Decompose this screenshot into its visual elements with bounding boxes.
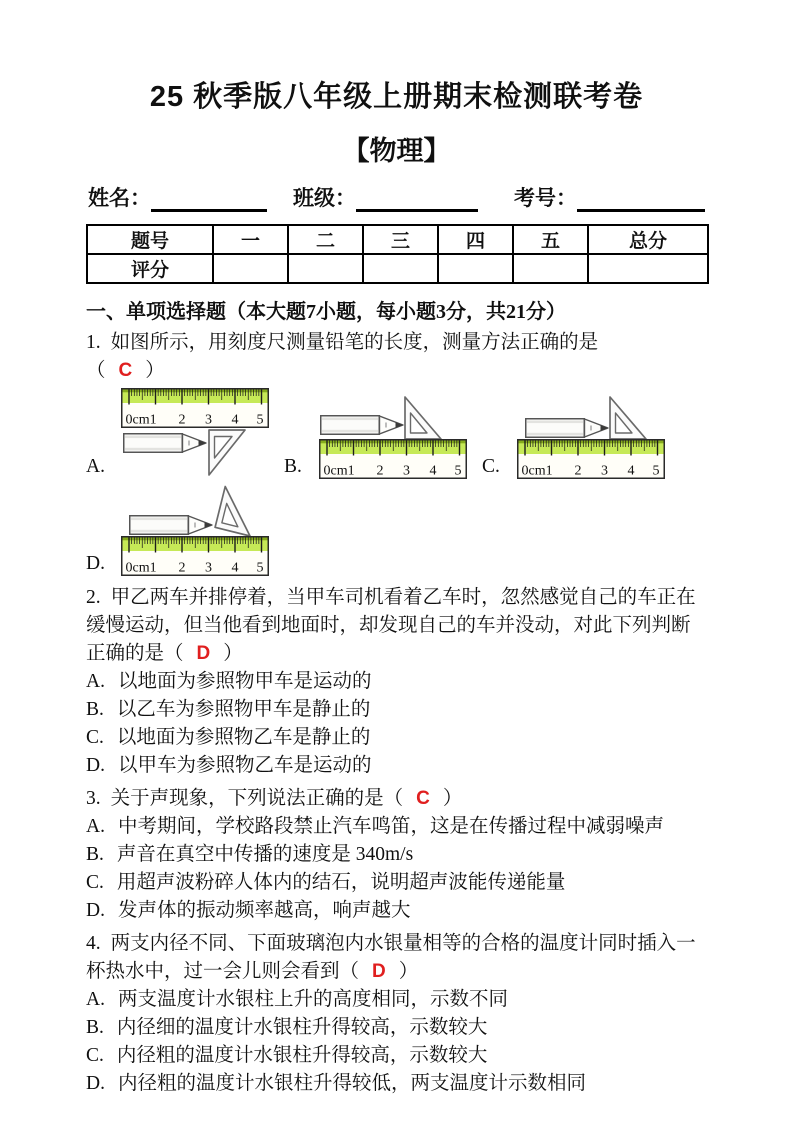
- name-label: 姓名：: [88, 186, 151, 210]
- option-text: 以甲车为参照物乙车是运动的: [117, 755, 372, 776]
- question-1-text: [86, 329, 707, 357]
- question-2: [86, 584, 707, 780]
- set-square-icon: [215, 487, 260, 536]
- grade-cell: [363, 254, 438, 283]
- subject-title: 【物理】: [342, 136, 451, 166]
- question-stem: 如图所示，用刻度尺测量铅笔的长度，测量方法正确的是: [110, 332, 599, 353]
- ruler-scale-label: 5: [256, 412, 264, 428]
- grade-row-label: 评分: [87, 254, 213, 283]
- set-square-icon: [209, 430, 245, 475]
- ruler-scale-label: 4: [231, 560, 239, 576]
- question-stem: 甲乙两车并排停着，当甲车司机看着乙车时，忽然感觉自己的车正在缓慢运动，但当他看到地面时，却发现自己的车并没动，对此下列判断正确的是: [86, 587, 696, 664]
- grade-cell: [213, 254, 288, 283]
- score-table: [86, 224, 709, 284]
- option-label-a: A.: [86, 456, 105, 477]
- ruler-scale-label: 0cm1: [521, 463, 553, 479]
- class-blank-line: [356, 187, 478, 212]
- score-table-grade-row: [87, 254, 708, 283]
- pencil-icon: [526, 419, 608, 438]
- q1-option-c-figure: [516, 387, 666, 482]
- question-4-option-a: [86, 986, 707, 1014]
- ruler-scale-label: 5: [454, 463, 462, 479]
- answer-letter: C: [416, 788, 430, 809]
- ruler-scale-label: 5: [256, 560, 264, 576]
- ruler-scale-label: 3: [205, 560, 212, 576]
- option-text: 两支温度计水银柱上升的高度相同，示数不同: [117, 989, 508, 1010]
- score-table-header-row: [87, 225, 708, 254]
- option-label: B.: [86, 844, 104, 865]
- question-2-option-a: [86, 668, 707, 696]
- ruler-scale-label: 2: [376, 463, 384, 479]
- ruler-scale-label: 3: [601, 463, 608, 479]
- option-text: 中考期间，学校路段禁止汽车鸣笛，这是在传播过程中减弱噪声: [117, 816, 664, 837]
- question-4-option-b: [86, 1014, 707, 1042]
- question-2-text: [86, 584, 707, 668]
- exam-no-blank-line: [577, 187, 705, 212]
- exam-no-label: 考号：: [514, 186, 577, 210]
- question-3-option-a: [86, 813, 707, 841]
- score-header-cell: 题号: [87, 225, 213, 254]
- option-text: 声音在真空中传播的速度是 340m/s: [116, 844, 414, 865]
- ruler-scale-label: 0cm1: [323, 463, 355, 479]
- q1-figure-row-2: [86, 484, 707, 579]
- question-3-option-d: [86, 897, 707, 925]
- score-header-cell: 五: [513, 225, 588, 254]
- q1-option-a-figure: [120, 387, 270, 482]
- paren-close: ）: [145, 360, 165, 381]
- option-label: A.: [86, 671, 105, 692]
- name-blank-line: [151, 187, 267, 212]
- ruler-scale-label: 0cm1: [125, 560, 157, 576]
- grade-cell: [438, 254, 513, 283]
- paren-close: ）: [398, 961, 419, 982]
- ruler-scale-label: 2: [178, 560, 186, 576]
- option-label-b: B.: [284, 456, 302, 477]
- option-text: 内径细的温度计水银柱升得较高，示数较大: [116, 1017, 488, 1038]
- student-info-row: [88, 182, 707, 212]
- answer-letter: D: [372, 961, 386, 982]
- option-text: 以地面为参照物乙车是静止的: [116, 727, 371, 748]
- option-label-c: C.: [482, 456, 500, 477]
- ruler-scale-label: 2: [178, 412, 186, 428]
- option-label: D.: [86, 1073, 105, 1094]
- q1-option-b-figure: [318, 387, 468, 482]
- question-3-option-c: [86, 869, 707, 897]
- question-1: [86, 329, 707, 579]
- pencil-icon: [321, 416, 403, 435]
- question-2-option-b: [86, 696, 707, 724]
- option-label: C.: [86, 1045, 104, 1066]
- question-1-answer-line: [86, 357, 707, 385]
- paren-close: ）: [442, 788, 463, 809]
- grade-cell: [513, 254, 588, 283]
- ruler-scale-label: 5: [652, 463, 660, 479]
- question-4-text: [86, 930, 707, 986]
- option-text: 内径粗的温度计水银柱升得较高，示数较大: [116, 1045, 488, 1066]
- question-3-text: [86, 785, 707, 813]
- option-label: A.: [86, 989, 105, 1010]
- grade-cell: [288, 254, 363, 283]
- ruler-scale-label: 2: [574, 463, 582, 479]
- paren-open: （: [383, 788, 404, 809]
- question-stem: 关于声现象，下列说法正确的是: [110, 788, 384, 809]
- question-2-option-c: [86, 724, 707, 752]
- ruler-scale-label: 0cm1: [125, 412, 157, 428]
- pencil-icon: [124, 434, 206, 453]
- question-3-option-b: [86, 841, 707, 869]
- question-4-option-d: [86, 1070, 707, 1098]
- score-header-cell: 四: [438, 225, 513, 254]
- paren-close: ）: [223, 643, 243, 664]
- score-header-cell: 一: [213, 225, 288, 254]
- option-label: A.: [86, 816, 105, 837]
- option-text: 用超声波粉碎人体内的结石，说明超声波能传递能量: [116, 872, 566, 893]
- question-number: 2.: [86, 587, 101, 608]
- ruler-scale-label: 4: [429, 463, 437, 479]
- paren-open: （: [164, 643, 184, 664]
- q1-option-d-figure: [120, 484, 270, 579]
- q1-figure-row-1: [86, 387, 707, 482]
- option-label: D.: [86, 900, 105, 921]
- answer-letter: C: [118, 360, 133, 381]
- option-text: 以乙车为参照物甲车是静止的: [116, 699, 371, 720]
- ruler-scale-label: 3: [205, 412, 212, 428]
- score-header-cell: 二: [288, 225, 363, 254]
- option-text: 内径粗的温度计水银柱升得较低，两支温度计示数相同: [117, 1073, 586, 1094]
- option-label: B.: [86, 1017, 104, 1038]
- question-3: [86, 785, 707, 925]
- section1-heading: 一、单项选择题（本大题7小题，每小题3分，共21分）: [86, 301, 566, 323]
- option-label: C.: [86, 872, 104, 893]
- question-4-option-c: [86, 1042, 707, 1070]
- question-number: 3.: [86, 788, 101, 809]
- page-title: 25 秋季版八年级上册期末检测联考卷: [149, 81, 644, 113]
- question-stem: 两支内径不同、下面玻璃泡内水银量相等的合格的温度计同时插入一杯热水中，过一会儿则会看到: [86, 933, 696, 982]
- option-text: 以地面为参照物甲车是运动的: [117, 671, 372, 692]
- question-2-option-d: [86, 752, 707, 780]
- ruler-scale-label: 4: [627, 463, 635, 479]
- answer-letter: D: [196, 643, 211, 664]
- ruler-scale-label: 3: [403, 463, 410, 479]
- ruler-scale-label: 4: [231, 412, 239, 428]
- score-header-cell: 总分: [588, 225, 708, 254]
- set-square-icon: [610, 397, 646, 439]
- pencil-icon: [130, 516, 212, 535]
- score-header-cell: 三: [363, 225, 438, 254]
- grade-cell: [588, 254, 708, 283]
- question-number: 4.: [86, 933, 101, 954]
- paren-open: （: [339, 961, 360, 982]
- question-4: [86, 930, 707, 1098]
- class-label: 班级：: [293, 186, 356, 210]
- option-label: D.: [86, 755, 105, 776]
- option-label-d: D.: [86, 553, 105, 574]
- question-number: 1.: [86, 332, 101, 353]
- paren-open: （: [86, 360, 106, 381]
- option-text: 发声体的振动频率越高，响声越大: [117, 900, 411, 921]
- set-square-icon: [405, 397, 441, 439]
- option-label: C.: [86, 727, 104, 748]
- option-label: B.: [86, 699, 104, 720]
